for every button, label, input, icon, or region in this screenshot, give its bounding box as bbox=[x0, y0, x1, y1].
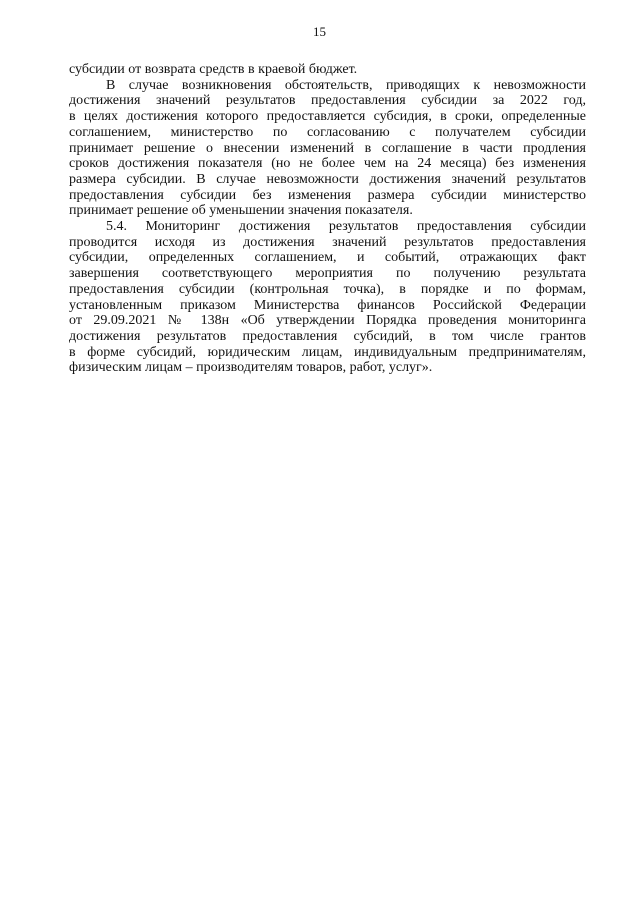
text-line: предоставления субсидии без изменения размера субсидии министерство bbox=[69, 187, 586, 203]
text-line: размера субсидии. В случае невозможности достижения значений результатов bbox=[69, 171, 586, 187]
text-line: достижения значений результатов предоставления субсидии за 2022 год, bbox=[69, 93, 586, 109]
text-line: в целях достижения которого предоставляется субсидия, в сроки, определенные bbox=[69, 109, 586, 125]
text-line: предоставления субсидии (контрольная точка), в порядке и по формам, bbox=[69, 281, 586, 297]
text-line: субсидии, определенных соглашением, и событий, отражающих факт bbox=[69, 250, 586, 266]
text-line: проводится исходя из достижения значений результатов предоставления bbox=[69, 234, 586, 250]
text-line: достижения результатов предоставления субсидий, в том числе грантов bbox=[69, 328, 586, 344]
text-line: В случае возникновения обстоятельств, приводящих к невозможности bbox=[106, 77, 586, 93]
text-line: установленным приказом Министерства финансов Российской Федерации bbox=[69, 297, 586, 313]
document-body bbox=[69, 62, 586, 376]
text-line: завершения соответствующего мероприятия по получению результата bbox=[69, 266, 586, 282]
text-line: субсидии от возврата средств в краевой бюджет. bbox=[69, 62, 358, 77]
text-line: от 29.09.2021 № 138н «Об утверждении Порядка проведения мониторинга bbox=[69, 313, 586, 329]
paragraph bbox=[69, 219, 586, 376]
text-line: соглашением, министерство по согласованию с получателем субсидии bbox=[69, 124, 586, 140]
text-line: принимает решение о внесении изменений в соглашение в части продления bbox=[69, 140, 586, 156]
text-line: 5.4. Мониторинг достижения результатов предоставления субсидии bbox=[106, 219, 586, 235]
text-line: сроков достижения показателя (но не более чем на 24 месяца) без изменения bbox=[69, 156, 586, 172]
page-number: 15 bbox=[313, 24, 326, 39]
text-line: в форме субсидий, юридическим лицам, индивидуальным предпринимателям, bbox=[69, 344, 586, 360]
text-line: принимает решение об уменьшении значения показателя. bbox=[69, 203, 413, 219]
paragraph bbox=[69, 78, 586, 219]
paragraph bbox=[69, 62, 586, 78]
text-line: физическим лицам – производителям товаров, работ, услуг». bbox=[69, 360, 433, 376]
